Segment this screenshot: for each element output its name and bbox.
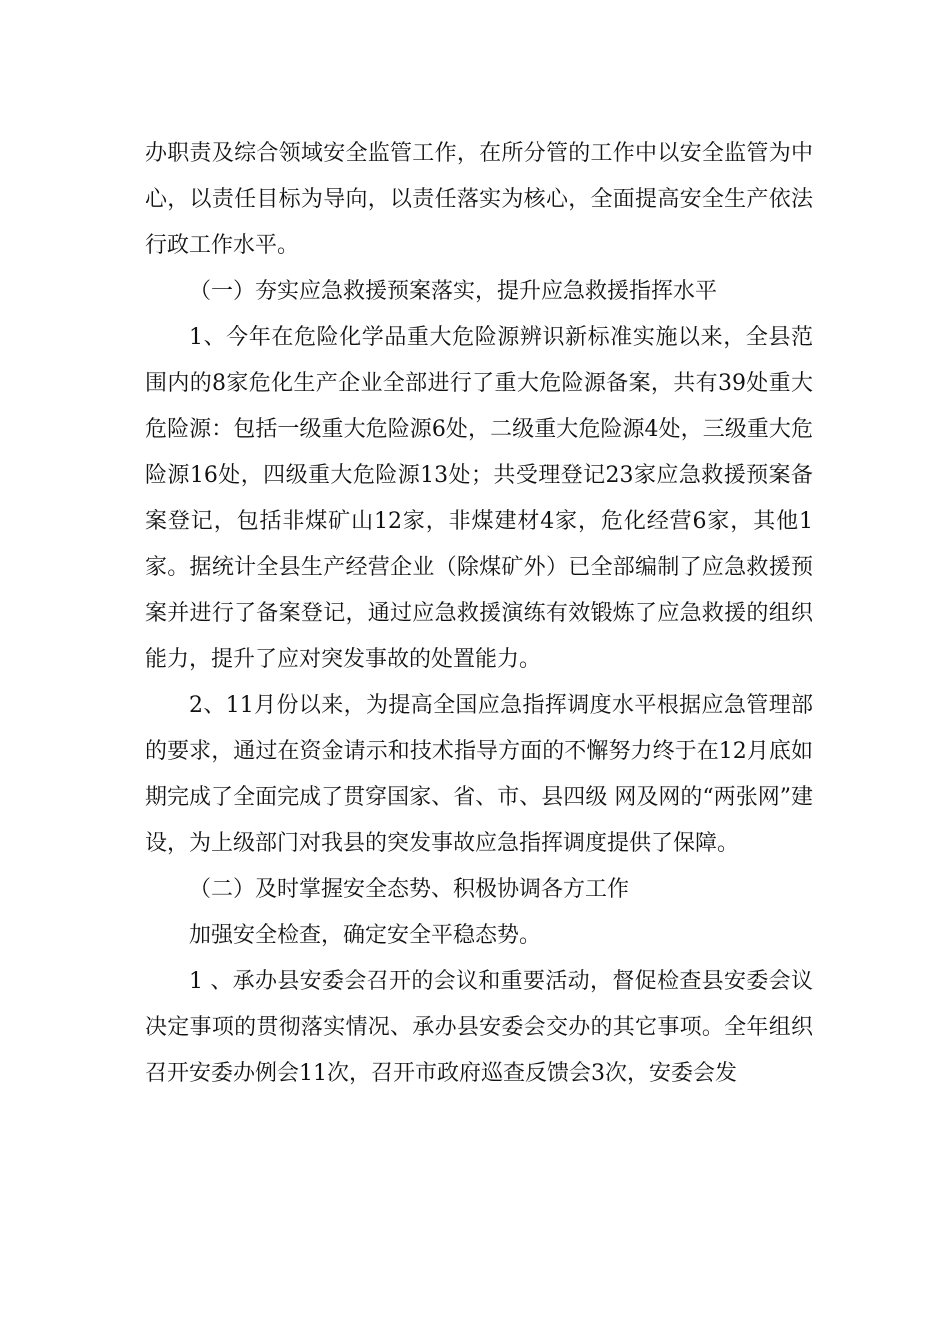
section-heading-2: （二）及时掌握安全态势、积极协调各方工作 <box>189 877 630 902</box>
paragraph-intro: 加强安全检查，确定安全平稳态势。 <box>189 923 542 948</box>
paragraph-item-1: 1、今年在危险化学品重大危险源辨识新标准实施以来，全县范围内的8家危化生产企业全部进行了重大危险源备案，共有39处重大危险源：包括一级重大危险源6处，二级重大危险源4处，三级重大危险源16处，四级重大危险源13处；共受理登记23家应急救援预案备案登记，包括非煤矿山12家，非煤建材4家，危化经营6家，其他1家。据统计全县生产经营企业（除煤矿外）已全部编制了应急救援预案并进行了备案登记，通过应急救援演练有效锻炼了应急救援的组织能力，提升了应对突发事故的处置能力。 <box>145 325 813 672</box>
paragraph-item-3: 1 、承办县安委会召开的会议和重要活动，督促检查县安委会议决定事项的贯彻落实情况、承办县安委会交办的其它事项。全年组织召开安委办例会11次，召开市政府巡查反馈会3次，安委会发 <box>145 969 813 1086</box>
section-heading-1: （一）夯实应急救援预案落实，提升应急救援指挥水平 <box>189 279 718 304</box>
paragraph-item-2: 2、11月份以来，为提高全国应急指挥调度水平根据应急管理部的要求，通过在资金请示和技术指导方面的不懈努力终于在12月底如期完成了全面完成了贯穿国家、省、市、县四级 网及网的“两张网”建设，为上级部门对我县的突发事故应急指挥调度提供了保障。 <box>145 693 813 856</box>
paragraph-continuation: 办职责及综合领域安全监管工作，在所分管的工作中以安全监管为中心，以责任目标为导向，以责任落实为核心，全面提高安全生产依法行政工作水平。 <box>145 141 813 258</box>
document-body <box>145 131 813 1097</box>
